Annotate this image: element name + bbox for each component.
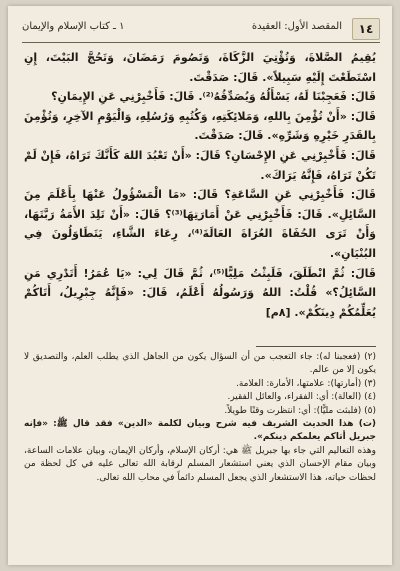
footnotes <box>24 351 376 556</box>
footnote: (٥) (فلبثت مليًّا): أي: انتظرت وقتًا طويلاً. <box>224 405 376 416</box>
chapter-title: ١ ـ كتاب الإسلام والإيمان <box>22 21 125 32</box>
hadith-paragraph: قَالَ: «أَنْ تُؤْمِنَ بِاللهِ، وَمَلائِكَتِهِ، وَكُتُبِهِ وَرُسُلِهِ، وَالْيَوْمِ الآخِرِ، وَتُؤْمِنَ بِالقَدَرِ خَيْرِهِ وَشَرِّهِ». قَالَ: صَدَقْتَ. <box>24 109 376 143</box>
commentary: وهذه التعاليم التي جاء بها جبريل ﷺ هي: أركان الإسلام، وأركان الإيمان، وبيان علامات الساعة، وبيان مقام الإحسان الذي يعني استشعار المسلم لرقابة الله تعالى عليه في كل لحظة من لحظات حياته، هذا الاستشعار الذي يجعل المسلم دائماً في محاب الله تعالى. <box>24 445 376 483</box>
page-header <box>22 18 380 40</box>
hadith-paragraph: قَالَ: فَأَخْبِرْنِي عَنِ السَّاعَةِ؟ قَالَ: «مَا الْمَسْؤُولُ عَنْهَا بِأَعْلَمَ مِنَ السَّائِلِ». قَالَ: فَأَخْبِرْنِي عَنْ أَمَارَتِهَا⁽³⁾؟ قَالَ: «أَنْ تَلِدَ الأَمَةُ رَبَّتَهَا، وَأَنْ تَرَى الحُفَاةَ العُرَاةَ العَالَةَ⁽⁴⁾، رِعَاءَ الشَّاءِ، يَتَطَاوَلُونَ فِي البُنْيَانِ». <box>24 188 376 260</box>
footnote-divider <box>256 346 376 347</box>
footnote: (٤) (العالة): أي: الفقراء، والعائل الفقير. <box>227 392 376 403</box>
footnote: (٣) (أمارتها): علامتها، الأمارة: العلامة. <box>236 378 376 389</box>
hadith-paragraph: قَالَ: فَأَخْبِرْنِي عَنِ الإِحْسَانِ؟ قَالَ: «أَنْ تَعْبُدَ اللهَ كَأَنَّكَ تَرَاهُ، فَإِنْ لَمْ تَكُنْ تَرَاهُ، فَإِنَّهُ يَرَاكَ». <box>24 148 376 182</box>
hadith-paragraph: قَالَ: ثُمَّ انْطَلَقَ، فَلَبِثْتُ مَلِيًّا⁽⁵⁾، ثُمَّ قَالَ لِي: «يَا عُمَرُ! أَتَدْرِي مَنِ السَّائِلُ؟» قُلْتُ: اللهُ وَرَسُولُهُ أَعْلَمُ، قَالَ: «فَإِنَّهُ جِبْرِيلُ، أَتَاكُمْ يُعَلِّمُكُمْ دِينَكُمْ». [٨م] <box>24 266 376 319</box>
commentary: (ت) هذا الحديث الشريف فيه شرح وبيان لكلمة «الدين» فقد قال ﷺ: «فإنه جبريل أتاكم يعلمكم دينكم». <box>24 419 376 443</box>
section-title: المقصد الأول: العقيدة <box>251 21 342 32</box>
page-number: ١٤ <box>352 18 380 40</box>
header-rule <box>22 42 380 43</box>
hadith-text <box>24 48 376 344</box>
hadith-paragraph: قَالَ: فَعَجِبْنَا لَهُ، يَسْأَلُهُ وَيُصَدِّقُهُ⁽²⁾. قَالَ: فَأَخْبِرْنِي عَنِ الإِيمَانِ؟ <box>51 90 376 104</box>
footnote: (٢) (فعجبنا له): جاء التعجب من أن السؤال يكون من الجاهل الذي يطلب العلم، والتصديق لا يكون إلا من عالم. <box>24 352 376 376</box>
book-page <box>8 6 392 565</box>
hadith-paragraph: يُقِيمُ الصَّلاةَ، وَتُؤْتِيَ الزَّكَاةَ، وَتَصُومَ رَمَضَانَ، وَتَحُجَّ البَيْتَ، إِنِ اسْتَطَعْتَ إِلَيْهِ سَبِيلاً». قَالَ: صَدَقْتَ. <box>24 51 376 84</box>
